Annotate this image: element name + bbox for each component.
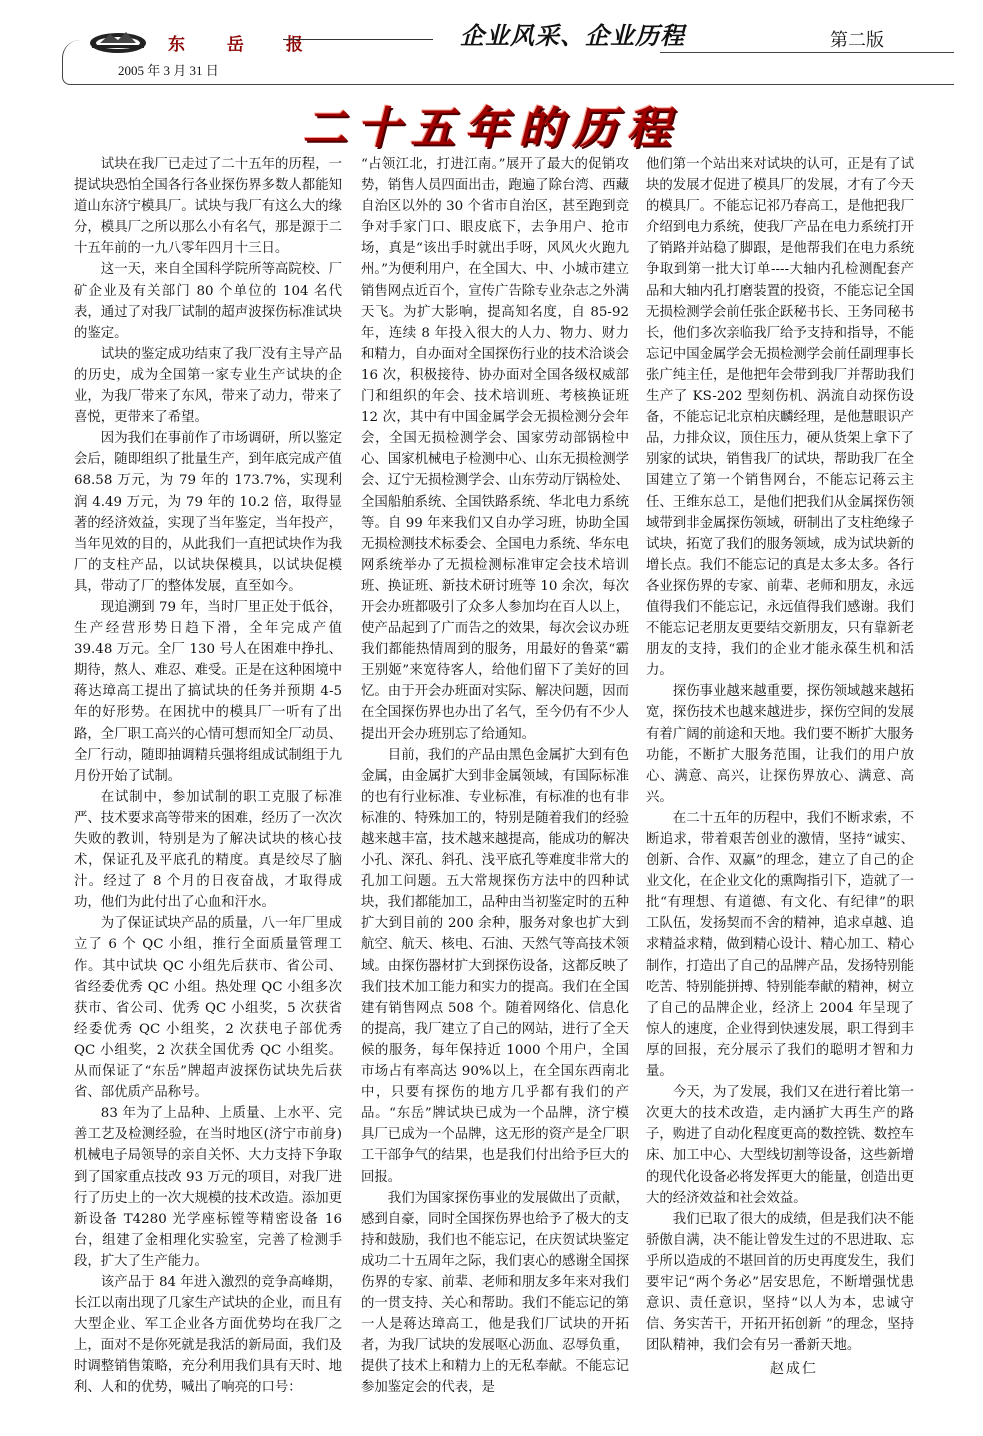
issue-date: 2005 年 3 月 31 日 <box>118 63 219 78</box>
paragraph: 在试制中，参加试制的职工克服了标准严、技术要求高等带来的困难，经历了一次次失败的教训，特别是为了解决试块的核心技术，保证孔及平底孔的精度。真是绞尽了脑汁。经过了 8 个月的日夜奋战，才取得成功，他们为此付出了心血和汗水。 <box>74 789 342 911</box>
page-header <box>0 0 983 86</box>
paragraph: 为了保证试块产品的质量，八一年厂里成立了 6 个 QC 小组，推行全面质量管理工作。其中试块 QC 小组先后获市、省公司、省经委优秀 QC 小组。热处理 QC 小组多次获市、省公司、优秀 QC 小组奖，5 次获省经委优秀 QC 小组奖，2 次获电子部优秀 QC 小组奖，2 次获全国优秀 QC 小组奖。从而保证了“东岳”牌超声波探伤试块先后获省、部优质产品称号。 <box>74 916 342 1101</box>
paragraph: 目前，我们的产品由黑色金属扩大到有色金属，由金属扩大到非金属领域，有国际标准的也有行业标准、专业标准，有标准的也有非标准的、特殊加工的，特别是随着我们的经验越来越丰富，技术越来越提高，能成功的解决小孔、深孔、斜孔、浅平底孔等难度非常大的孔加工问题。五大常规探伤方法中的四种试块，我们都能加工，品种由当初鉴定时的五种扩大到目前的 200 余种，服务对象也扩大到航空、航天、核电、石油、天然气等高技术领域。由探伤器材扩大到探伤设备，这都反映了我们技术加工能力和实力的提高。我们在全国建有销售网点 508 个。随着网络化、信息化的提高，我厂建立了自己的网站，进行了全天候的服务，每年保持近 1000 个用户，全国市场占有率高达 90%以上，在全国东西南北中，只要有探伤的地方几乎都有我们的产品。“东岳”牌试块已成为一个品牌，济宁模具厂已成为一个品牌，这无形的资产是全厂职工干部争气的结果，也是我们付出给予巨大的回报。 <box>361 747 629 1185</box>
header-underline <box>84 84 954 85</box>
paragraph: 我们已取了很大的成绩，但是我们决不能骄傲自满，决不能让曾发生过的不思进取、忘乎所以造成的不堪回首的历史再度发生，我们要牢记“两个务必”居安思危，不断增强忧患意识、责任意识，坚持“以人为本，忠诚守信、务实苦干，开拓开拓创新 ”的理念，坚持团队精神，我们会有另一番新天地。 <box>646 1211 914 1354</box>
article-column-2 <box>361 154 629 1396</box>
article-author: 赵成仁 <box>770 1361 818 1377</box>
paragraph: 在二十五年的历程中，我们不断求索，不断追求，带着艰苦创业的激情，坚持“诚实、创新、合作、双赢”的理念，建立了自己的企业文化，在企业文化的熏陶指引下，造就了一批“有理想、有道德、有文化、有纪律”的职工队伍，发扬契而不舍的精神，追求卓越、追求精益求精，做到精心设计、精心加工、精心制作，打造出了自己的品牌产品，发扬特别能吃苦、特别能拼搏、特别能奉献的精神，树立了自己的品牌企业，经济上 2004 年呈现了惊人的速度，企业得到快速发展，职工得到丰厚的回报，充分展示了我们的聪明才智和力量。 <box>646 810 914 1080</box>
header-rule <box>283 39 433 40</box>
article-column-3 <box>646 154 914 1354</box>
header-rule-right <box>660 52 954 53</box>
paragraph: 现追溯到 79 年，当时厂里正处于低谷，生产经营形势日趋下滑，全年完成产值 39.48 万元。全厂 130 号人在困难中挣扎、期待，熬人、难忍、难受。正是在这种困境中蒋达璋高工提出了搞试块的任务并预期 4-5 年的好形势。在困扰中的模具厂一听有了出路，全厂职工高兴的心情可想而知全厂动员、全厂行动，随即抽调精兵强将组成试制组于九月份开始了试制。 <box>74 599 342 784</box>
paragraph: 他们第一个站出来对试块的认可，正是有了试块的发展才促进了模具厂的发展，才有了今天的模具厂。不能忘记祁乃春高工，是他把我厂介绍到电力系统，使我厂产品在电力系统打开了销路并站稳了脚跟，是他帮我们在电力系统争取到第一批大订单----大轴内孔检测配套产品和大轴内孔打磨装置的投资，不能忘记全国无损检测学会前任张企跃秘书长、王务同秘书长，他们多次亲临我厂给予支持和指导，不能忘记中国金属学会无损检测学会前任副理事长张广纯主任，是他把年会带到我厂并帮助我们生产了 KS-202 型刻伤机、涡流自动探伤设备，不能忘记北京柏庆麟经理，是他慧眼识产品，力排众议，顶住压力，硬从货架上拿下了别家的试块，销售我厂的试块，帮助我厂在全国建立了第一个销售网台，不能忘记蒋云主任、王维东总工，是他们把我们从金属探伤领域带到非金属探伤领域，研制出了支柱绝缘子试块，拓宽了我们的服务领域，成为试块新的增长点。我们不能忘记的真是太多太多。各行各业探伤界的专家、前辈、老师和朋友，永远值得我们不能忘记，永远值得我们感谢。我们不能忘记老朋友更要结交新朋友，只有靠新老朋友的支持，我们的企业才能永葆生机和活力。 <box>646 157 914 679</box>
paragraph: 该产品于 84 年进入激烈的竞争高峰期，长江以南出现了几家生产试块的企业，而且有大型企业、军工企业各方面优势均在我厂之上，面对不是你死就是我活的新局面，我们及时调整销售策略，充分利用我们具有天时、地利、人和的优势，喊出了响亮的口号： <box>74 1274 342 1396</box>
paragraph: 今天，为了发展，我们又在进行着比第一次更大的技术改造，走内涵扩大再生产的路子，购进了自动化程度更高的数控铣、数控车床、加工中心、大型线切割等设备，这些新增的现代化设备必将发挥更大的能量，创造出更大的经济效益和社会效益。 <box>646 1085 914 1206</box>
paragraph: 探伤事业越来越重要，探伤领域越来越拓宽，探伤技术也越来越进步，探伤空间的发展有着广阔的前途和天地。我们要不断扩大服务功能，不断扩大服务范围，让我们的用户放心、满意、高兴，让探伤界放心、满意、高兴。 <box>646 684 914 805</box>
paragraph: “占领江北，打进江南。”展开了最大的促销攻势，销售人员四面出击，跑遍了除台湾、西藏自治区以外的 30 个省市自治区，甚至跑到竞争对手家门口、眼皮底下，去争用户、抢市场，真是“该出手时就出手呀，风风火火跑九州。”为便利用户，在全国大、中、小城市建立销售网点近百个，宣传广告除专业杂志之外满天飞。为扩大影响，提高知名度，自 85-92 年，连续 8 年投入很大的人力、物力、财力和精力，自办面对全国探伤行业的技术洽谈会 16 次，积极接待、协办面对全国各级权威部门和组织的年会、技术培训班、考核换证班 12 次，其中有中国金属学会无损检测分会年会，全国无损检测学会、国家劳动部锅检中心、国家机械电子检测中心、山东无损检测学会、辽宁无损检测学会、山东劳动厅锅检处、全国船舶系统、全国铁路系统、华北电力系统等。自 99 年来我们又自办学习班，协助全国无损检测技术标委会、全国电力系统、华东电网系统举办了无损检测标准审定会技术培训班、换证班、新技术研讨班等 10 余次，每次开会办班都吸引了众多人参加均在百人以上，使产品起到了广而告之的效果，每次会议办班我们都能热情周到的服务，用最好的鲁菜“霸王别姬”来宽待客人，给他们留下了美好的回忆。由于开会办班面对实际、解决问题，因而在全国探伤界也办出了名气，至今仍有不少人提出开会办班别忘了给通知。 <box>361 157 629 742</box>
newspaper-logo-icon <box>88 28 148 54</box>
edition-label: 第二版 <box>830 30 884 51</box>
paragraph: 试块的鉴定成功结束了我厂没有主导产品的历史，成为全国第一家专业生产试块的企业，为我厂带来了东风，带来了动力，带来了喜悦，更带来了希望。 <box>74 346 342 426</box>
section-title: 企业风采、企业历程 <box>460 21 685 50</box>
paragraph: 我们为国家探伤事业的发展做出了贡献，感到自豪，同时全国探伤界也给予了极大的支持和鼓励，我们也不能忘记，在庆贺试块鉴定成功二十五周年之际，我们衷心的感谢全国探伤界的专家、前辈、老师和朋友多年来对我们的一贯支持、关心和帮助。我们不能忘记的第一人是蒋达璋高工，他是我们厂试块的开拓者，为我厂试块的发展呕心沥血、忍辱负重，提供了技术上和精力上的无私奉献。不能忘记参加鉴定会的代表，是 <box>361 1190 629 1396</box>
paragraph: 因为我们在事前作了市场调研，所以鉴定会后，随即组织了批量生产，到年底完成产值 68.58 万元，为 79 年的 173.7%，实现利润 4.49 万元，为 79 年的 10.2 倍，取得显著的经济效益，实现了当年鉴定，当年投产，当年见效的目的，从此我们一直把试块作为我厂的支柱产品，以试块保模具，以试块促模具，带动了厂的整体发展，直至如今。 <box>74 431 342 594</box>
paragraph: 这一天，来自全国科学院所等高院校、厂矿企业及有关部门 80 个单位的 104 名代表，通过了对我厂试制的超声波探伤标准试块的鉴定。 <box>74 262 342 341</box>
article-column-1 <box>74 154 342 1396</box>
paragraph: 83 年为了上品种、上质量、上水平、完善工艺及检测经验，在当时地区(济宁市前身)机械电子局领导的亲自关怀、大力支持下争取到了国家重点技改 93 万元的项目，对我厂进行了历史上的一次大规模的技术改造。添加更新设备 T4280 光学座标镗等精密设备 16 台，组建了金相理化实验室，完善了检测手段，扩大了生产能力。 <box>74 1106 342 1269</box>
header-frame-corner <box>62 40 85 85</box>
article-headline: 二十五年的历程 <box>302 103 681 154</box>
masthead: 东 岳 报 <box>168 35 321 55</box>
paragraph: 试块在我厂已走过了二十五年的历程，一提试块恐怕全国各行各业探伤界多数人都能知道山东济宁模具厂。试块与我厂有这么大的缘分，模具厂之所以那么小有名气，那是源于二十五年前的一九八零年四月十三日。 <box>74 157 342 257</box>
